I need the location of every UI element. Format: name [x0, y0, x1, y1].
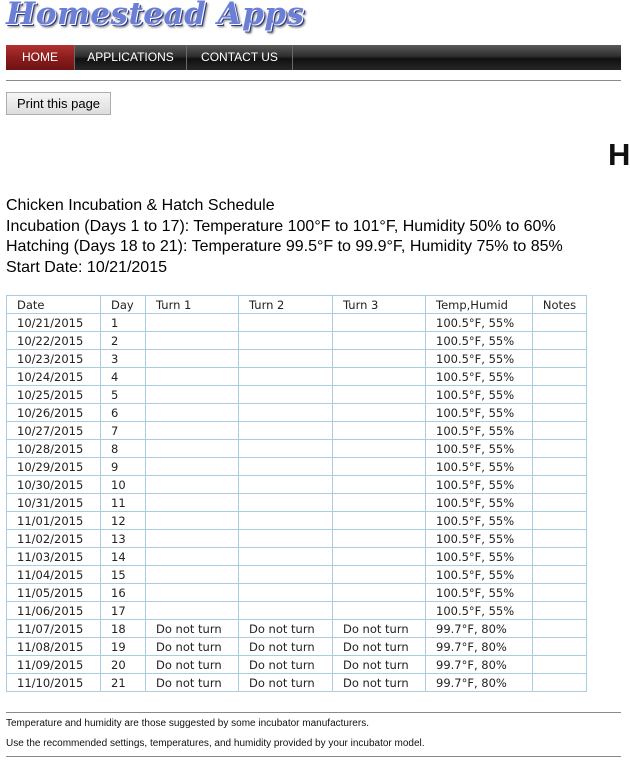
table-row — [7, 476, 587, 494]
cell-day: 19 — [101, 638, 146, 656]
cell-turn-1 — [146, 314, 239, 332]
cell-date: 10/28/2015 — [7, 440, 101, 458]
cell-day: 12 — [101, 512, 146, 530]
hatching-info: Hatching (Days 18 to 21): Temperature 99.5°F to 99.9°F, Humidity 75% to 85% — [6, 238, 563, 255]
cell-turn-1 — [146, 602, 239, 620]
cell-day: 10 — [101, 476, 146, 494]
cell-turn-1 — [146, 404, 239, 422]
column-header-date: Date — [7, 296, 101, 314]
cell-temp-humid: 100.5°F, 55% — [426, 584, 533, 602]
cell-notes — [533, 620, 587, 638]
footer-note-1: Temperature and humidity are those suggested by some incubator manufacturers. — [6, 718, 369, 729]
cell-turn-3 — [333, 530, 426, 548]
cell-turn-2 — [239, 350, 333, 368]
table-row — [7, 656, 587, 674]
cell-notes — [533, 548, 587, 566]
cell-turn-1: Do not turn — [146, 656, 239, 674]
table-row — [7, 602, 587, 620]
cell-turn-2 — [239, 458, 333, 476]
page-heading-partial: H — [608, 137, 630, 172]
cell-date: 10/21/2015 — [7, 314, 101, 332]
cell-turn-2 — [239, 512, 333, 530]
column-header-turn-2: Turn 2 — [239, 296, 333, 314]
cell-date: 10/24/2015 — [7, 368, 101, 386]
cell-notes — [533, 476, 587, 494]
cell-day: 16 — [101, 584, 146, 602]
cell-turn-1: Do not turn — [146, 638, 239, 656]
cell-date: 10/31/2015 — [7, 494, 101, 512]
cell-temp-humid: 100.5°F, 55% — [426, 332, 533, 350]
cell-turn-1 — [146, 476, 239, 494]
cell-date: 10/27/2015 — [7, 422, 101, 440]
site-logo: Homestead Apps — [6, 0, 305, 32]
cell-turn-2 — [239, 602, 333, 620]
cell-turn-2 — [239, 548, 333, 566]
cell-temp-humid: 100.5°F, 55% — [426, 404, 533, 422]
cell-turn-3 — [333, 350, 426, 368]
cell-temp-humid: 99.7°F, 80% — [426, 656, 533, 674]
table-row — [7, 512, 587, 530]
cell-notes — [533, 494, 587, 512]
cell-date: 10/30/2015 — [7, 476, 101, 494]
cell-turn-3 — [333, 458, 426, 476]
cell-date: 11/07/2015 — [7, 620, 101, 638]
table-row — [7, 638, 587, 656]
cell-day: 1 — [101, 314, 146, 332]
cell-turn-1 — [146, 530, 239, 548]
table-row — [7, 368, 587, 386]
table-row — [7, 548, 587, 566]
cell-turn-3 — [333, 368, 426, 386]
main-nav — [6, 45, 621, 70]
cell-turn-3: Do not turn — [333, 674, 426, 692]
cell-date: 10/22/2015 — [7, 332, 101, 350]
cell-turn-3 — [333, 548, 426, 566]
cell-day: 13 — [101, 530, 146, 548]
column-header-day: Day — [101, 296, 146, 314]
column-header-temp-humid: Temp,Humid — [426, 296, 533, 314]
incubation-info: Incubation (Days 1 to 17): Temperature 100°F to 101°F, Humidity 50% to 60% — [6, 217, 556, 235]
cell-day: 9 — [101, 458, 146, 476]
cell-notes — [533, 656, 587, 674]
cell-date: 11/04/2015 — [7, 566, 101, 584]
cell-temp-humid: 99.7°F, 80% — [426, 674, 533, 692]
cell-temp-humid: 100.5°F, 55% — [426, 494, 533, 512]
cell-turn-2: Do not turn — [239, 620, 333, 638]
cell-turn-1 — [146, 494, 239, 512]
cell-notes — [533, 458, 587, 476]
cell-temp-humid: 100.5°F, 55% — [426, 458, 533, 476]
cell-date: 11/09/2015 — [7, 656, 101, 674]
table-row — [7, 422, 587, 440]
table-row — [7, 584, 587, 602]
cell-turn-1 — [146, 584, 239, 602]
cell-turn-2 — [239, 566, 333, 584]
cell-date: 10/26/2015 — [7, 404, 101, 422]
cell-turn-3 — [333, 404, 426, 422]
cell-notes — [533, 674, 587, 692]
schedule-table — [6, 295, 587, 692]
cell-turn-3 — [333, 584, 426, 602]
cell-turn-2 — [239, 422, 333, 440]
cell-date: 11/10/2015 — [7, 674, 101, 692]
cell-temp-humid: 100.5°F, 55% — [426, 512, 533, 530]
cell-turn-2 — [239, 476, 333, 494]
cell-turn-1: Do not turn — [146, 674, 239, 692]
table-row — [7, 674, 587, 692]
cell-notes — [533, 404, 587, 422]
cell-temp-humid: 100.5°F, 55% — [426, 422, 533, 440]
cell-date: 10/23/2015 — [7, 350, 101, 368]
cell-notes — [533, 584, 587, 602]
table-row — [7, 458, 587, 476]
cell-turn-1 — [146, 512, 239, 530]
cell-day: 4 — [101, 368, 146, 386]
cell-turn-3 — [333, 386, 426, 404]
table-row — [7, 404, 587, 422]
cell-day: 20 — [101, 656, 146, 674]
cell-turn-2 — [239, 368, 333, 386]
cell-notes — [533, 440, 587, 458]
cell-turn-1 — [146, 440, 239, 458]
cell-temp-humid: 99.7°F, 80% — [426, 638, 533, 656]
cell-notes — [533, 332, 587, 350]
footer-divider-bottom — [6, 756, 621, 757]
cell-notes — [533, 602, 587, 620]
table-row — [7, 566, 587, 584]
schedule-title: Chicken Incubation & Hatch Schedule — [6, 197, 275, 214]
table-header-row — [7, 296, 587, 314]
cell-date: 11/01/2015 — [7, 512, 101, 530]
cell-notes — [533, 314, 587, 332]
cell-temp-humid: 100.5°F, 55% — [426, 350, 533, 368]
cell-turn-1 — [146, 422, 239, 440]
cell-day: 17 — [101, 602, 146, 620]
cell-turn-1 — [146, 350, 239, 368]
cell-date: 11/08/2015 — [7, 638, 101, 656]
cell-turn-2: Do not turn — [239, 674, 333, 692]
cell-temp-humid: 100.5°F, 55% — [426, 440, 533, 458]
cell-turn-3 — [333, 512, 426, 530]
cell-temp-humid: 99.7°F, 80% — [426, 620, 533, 638]
cell-turn-1 — [146, 368, 239, 386]
cell-notes — [533, 566, 587, 584]
cell-turn-2: Do not turn — [239, 656, 333, 674]
footer-divider-top — [6, 712, 621, 713]
cell-date: 11/02/2015 — [7, 530, 101, 548]
cell-day: 15 — [101, 566, 146, 584]
cell-turn-2 — [239, 332, 333, 350]
column-header-turn-3: Turn 3 — [333, 296, 426, 314]
cell-day: 21 — [101, 674, 146, 692]
cell-turn-3 — [333, 422, 426, 440]
cell-day: 14 — [101, 548, 146, 566]
cell-day: 3 — [101, 350, 146, 368]
cell-turn-3 — [333, 476, 426, 494]
cell-turn-1: Do not turn — [146, 620, 239, 638]
cell-turn-2 — [239, 494, 333, 512]
table-row — [7, 440, 587, 458]
cell-temp-humid: 100.5°F, 55% — [426, 386, 533, 404]
schedule-table-body — [7, 314, 587, 692]
table-row — [7, 494, 587, 512]
cell-date: 11/06/2015 — [7, 602, 101, 620]
cell-turn-1 — [146, 386, 239, 404]
cell-notes — [533, 422, 587, 440]
table-row — [7, 620, 587, 638]
start-date: Start Date: 10/21/2015 — [6, 258, 167, 276]
schedule-info — [6, 196, 563, 278]
cell-turn-2 — [239, 584, 333, 602]
table-row — [7, 350, 587, 368]
cell-turn-3: Do not turn — [333, 638, 426, 656]
cell-turn-3 — [333, 314, 426, 332]
cell-turn-2 — [239, 314, 333, 332]
cell-temp-humid: 100.5°F, 55% — [426, 314, 533, 332]
print-page-button[interactable]: Print this page — [6, 92, 111, 115]
cell-temp-humid: 100.5°F, 55% — [426, 368, 533, 386]
cell-temp-humid: 100.5°F, 55% — [426, 548, 533, 566]
cell-turn-3: Do not turn — [333, 620, 426, 638]
cell-notes — [533, 530, 587, 548]
footer-note-2: Use the recommended settings, temperatures, and humidity provided by your incubator model. — [6, 738, 425, 749]
cell-turn-3 — [333, 494, 426, 512]
table-row — [7, 332, 587, 350]
cell-turn-3 — [333, 602, 426, 620]
cell-turn-1 — [146, 332, 239, 350]
cell-temp-humid: 100.5°F, 55% — [426, 476, 533, 494]
cell-day: 2 — [101, 332, 146, 350]
cell-turn-1 — [146, 548, 239, 566]
cell-day: 5 — [101, 386, 146, 404]
cell-date: 11/03/2015 — [7, 548, 101, 566]
cell-notes — [533, 512, 587, 530]
header-divider — [6, 80, 621, 81]
cell-day: 18 — [101, 620, 146, 638]
table-row — [7, 386, 587, 404]
table-row — [7, 530, 587, 548]
column-header-turn-1: Turn 1 — [146, 296, 239, 314]
cell-day: 7 — [101, 422, 146, 440]
cell-turn-2 — [239, 440, 333, 458]
cell-turn-3 — [333, 332, 426, 350]
cell-turn-3 — [333, 440, 426, 458]
cell-date: 10/25/2015 — [7, 386, 101, 404]
nav-contact-link[interactable]: CONTACT US — [187, 45, 293, 70]
nav-home-link[interactable]: HOME — [6, 45, 75, 70]
cell-notes — [533, 386, 587, 404]
cell-turn-1 — [146, 458, 239, 476]
cell-notes — [533, 638, 587, 656]
cell-date: 10/29/2015 — [7, 458, 101, 476]
cell-temp-humid: 100.5°F, 55% — [426, 566, 533, 584]
cell-date: 11/05/2015 — [7, 584, 101, 602]
column-header-notes: Notes — [533, 296, 587, 314]
cell-notes — [533, 368, 587, 386]
cell-day: 11 — [101, 494, 146, 512]
cell-turn-2 — [239, 530, 333, 548]
cell-temp-humid: 100.5°F, 55% — [426, 602, 533, 620]
cell-day: 8 — [101, 440, 146, 458]
cell-turn-3: Do not turn — [333, 656, 426, 674]
cell-temp-humid: 100.5°F, 55% — [426, 530, 533, 548]
cell-turn-2: Do not turn — [239, 638, 333, 656]
cell-turn-2 — [239, 404, 333, 422]
cell-turn-3 — [333, 566, 426, 584]
cell-notes — [533, 350, 587, 368]
nav-applications-link[interactable]: APPLICATIONS — [75, 45, 187, 70]
cell-day: 6 — [101, 404, 146, 422]
table-row — [7, 314, 587, 332]
cell-turn-1 — [146, 566, 239, 584]
cell-turn-2 — [239, 386, 333, 404]
